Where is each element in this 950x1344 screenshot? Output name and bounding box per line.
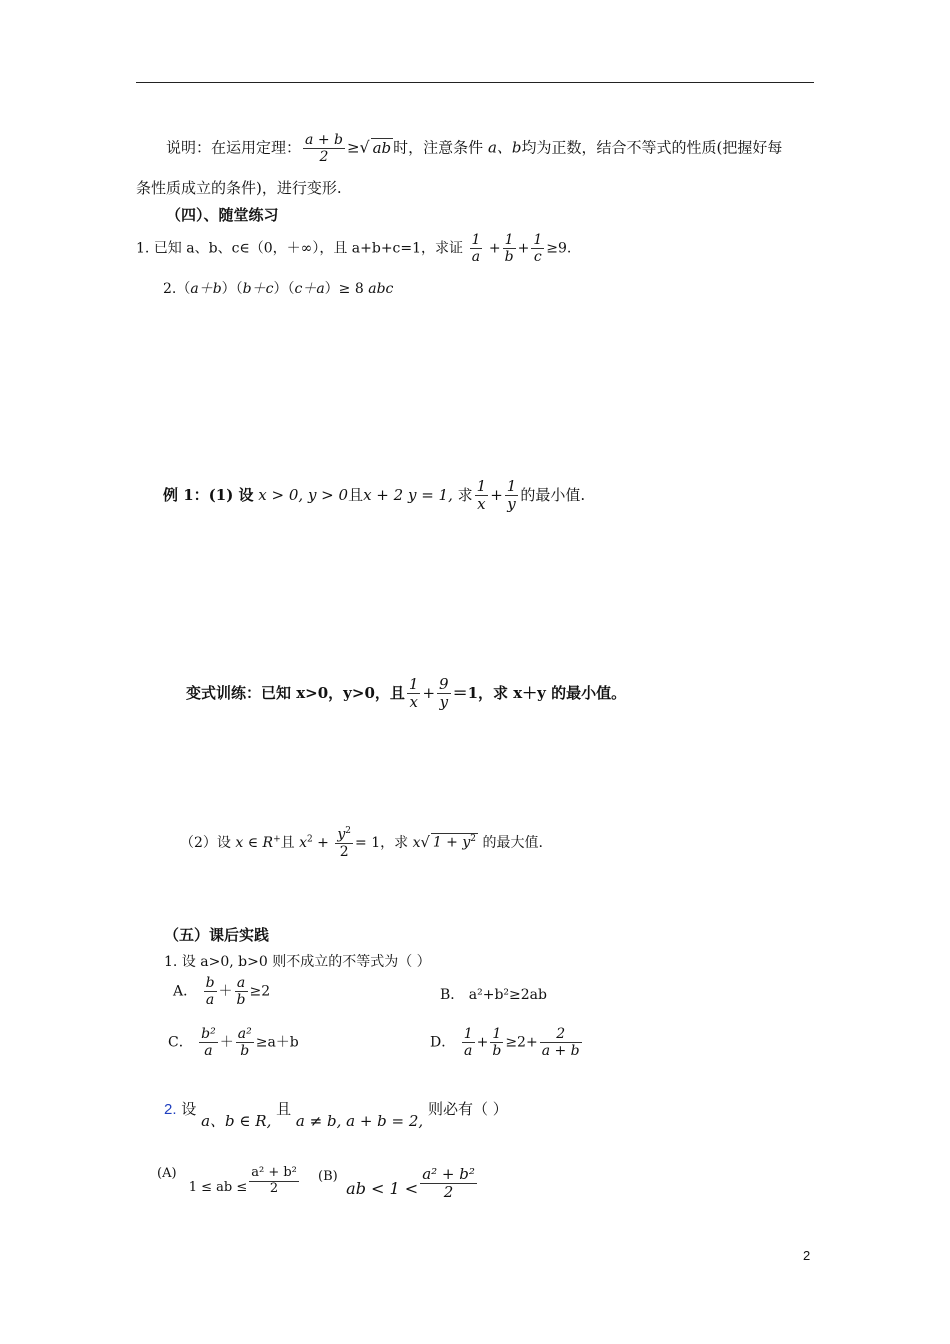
example1-line (163, 478, 585, 514)
section4-q1 (136, 232, 571, 265)
q2-a2: b＋c (242, 281, 274, 297)
option-c-frac-1 (199, 1026, 218, 1059)
oc-f1n: b² (201, 1026, 216, 1042)
part2-set: x ∈ R (235, 834, 274, 851)
q2-option-b-lhs: ab < 1 < (346, 1178, 419, 1198)
var-f2n: 9 (439, 675, 449, 693)
part2-tail: 的最大值. (482, 834, 543, 851)
q5-2-tail: 则必有（ ） (427, 1100, 508, 1118)
option-c-frac-2 (236, 1026, 254, 1059)
part2-fn: y (337, 826, 346, 843)
part2-x: x (299, 834, 307, 851)
variant-tail: ＝1，求 x＋y 的最小值。 (452, 683, 627, 702)
od-f3d: a + b (541, 1043, 580, 1060)
example1-eq: x + 2 y = 1, (363, 485, 453, 504)
part2-fn-sup: 2 (345, 826, 352, 836)
q2-p2: ）（ (273, 281, 295, 297)
q2-oa-fd: 2 (269, 1180, 279, 1196)
oa-f2d: b (236, 992, 246, 1009)
var-f2d: y (439, 693, 449, 712)
example1-frac-2 (505, 478, 519, 514)
oa-f2n: a (235, 975, 248, 992)
variant-frac-1 (407, 676, 421, 712)
note-ge: ≥ (346, 138, 360, 157)
q5-2-num: 2. (164, 1101, 177, 1118)
od-f2d: b (492, 1043, 502, 1060)
q2-oa-fn: a² + b² (251, 1165, 297, 1180)
note-suffix: 均为正数，结合不等式的性质(把握好每 (521, 138, 783, 157)
section4-q2 (163, 278, 393, 298)
note-mid: 时，注意条件 (393, 138, 484, 157)
example1-label: 例 1：(1) 设 (163, 485, 254, 504)
ex1-f2d: y (507, 495, 516, 514)
od-f1n: 1 (463, 1026, 473, 1042)
note-frac-num: a + b (305, 132, 343, 148)
sqrt-icon: √ (420, 833, 430, 851)
q2-option-a-frac (249, 1166, 299, 1197)
q2-prefix: 2.（ (163, 281, 191, 297)
oc-f2n: a² (237, 1026, 252, 1042)
q2-option-a-lhs: 1 ≤ ab ≤ (188, 1179, 248, 1195)
option-a-tail: ≥2 (249, 983, 271, 1000)
q5-2-she: 设 (181, 1100, 197, 1118)
q2-ob-fn: a² + b² (422, 1165, 475, 1183)
part2-xv: x (412, 834, 421, 851)
option-a-frac-1 (204, 975, 217, 1008)
variant-plus: + (422, 683, 436, 702)
part2-qie: 且 (280, 834, 295, 851)
q1-frac-1 (470, 232, 483, 265)
q1-f3n: 1 (533, 232, 543, 248)
section5-q2 (164, 1098, 508, 1130)
q2-a1: a＋b (190, 281, 222, 297)
q2-option-a-label: (A) (157, 1165, 177, 1181)
option-c-plus: ＋ (219, 1034, 234, 1051)
option-b-text: a²+b²≥2ab (468, 987, 547, 1003)
q1-plus-2: + (517, 240, 530, 257)
q2-p1: ）（ (221, 281, 243, 297)
q2-option-b-label: (B) (318, 1168, 338, 1184)
q2-option-a (157, 1158, 301, 1196)
option-d-frac-3 (540, 1026, 582, 1059)
option-d (430, 1026, 584, 1059)
q2-a3: c＋a (294, 281, 325, 297)
note-prefix: 说明：在运用定理： (166, 138, 302, 157)
q2-option-b-frac (420, 1166, 477, 1202)
od-f1d: a (463, 1043, 473, 1060)
note-line-2: 条性质成立的条件)，进行变形. (136, 179, 342, 197)
part2-sqrt-sup: 2 (470, 834, 477, 845)
var-f1n: 1 (408, 675, 419, 693)
q5-2-qie: 且 (276, 1100, 292, 1118)
option-d-frac-2 (490, 1026, 503, 1059)
variant-line (186, 676, 626, 712)
section5-heading: （五）课后实践 (164, 926, 270, 944)
option-d-plus: + (476, 1034, 489, 1051)
part2-x-sup: 2 (306, 834, 313, 845)
option-a-frac-2 (235, 975, 248, 1008)
note-line-1 (166, 132, 782, 165)
option-a-label: A． (173, 983, 198, 1000)
q2-ob-fd: 2 (443, 1183, 454, 1202)
part2-sqrt-body: 1 + y (432, 834, 471, 851)
variant-prefix: 变式训练：已知 x>0，y>0，且 (186, 683, 405, 702)
q5-2-cond: a ≠ b, a + b = 2, (295, 1112, 424, 1130)
note-frac-den: 2 (319, 149, 329, 166)
header-rule (136, 82, 814, 83)
section4-heading: （四）、随堂练习 (166, 206, 279, 224)
sqrt-icon: √ (359, 137, 370, 157)
oa-f1d: a (205, 992, 215, 1009)
option-b-label: B． (440, 987, 465, 1003)
var-f1d: x (409, 693, 418, 712)
example1-qiu: 求 (457, 485, 473, 504)
q2-a4: abc (368, 281, 394, 297)
oc-f2d: b (240, 1043, 250, 1060)
q1-f3d: c (533, 249, 542, 266)
part2-eq: = 1 (355, 834, 381, 851)
oa-f1n: b (205, 975, 215, 991)
q5-2-vars: a、b ∈ R, (201, 1112, 272, 1130)
q1-f1d: a (471, 249, 481, 266)
ex1-f1n: 1 (476, 477, 487, 495)
option-d-frac-1 (462, 1026, 475, 1059)
page-number: 2 (803, 1248, 811, 1263)
example1-frac-1 (475, 478, 489, 514)
q1-tail: ≥9. (546, 240, 572, 257)
option-d-label: D． (430, 1034, 456, 1051)
example1-plus: + (490, 485, 503, 504)
q1-f2d: b (504, 249, 514, 266)
option-d-mid: ≥2+ (505, 1034, 538, 1051)
example1-qie: 且 (348, 485, 364, 504)
option-c-label: C． (168, 1034, 193, 1051)
ex1-f2n: 1 (506, 477, 517, 495)
part2-plus: + (317, 834, 329, 851)
option-c (168, 1026, 299, 1059)
od-f3n: 2 (540, 1026, 582, 1043)
option-a (173, 975, 270, 1008)
part2-fd: 2 (339, 843, 349, 860)
q1-f1n: 1 (471, 232, 481, 248)
option-b (440, 984, 547, 1004)
part2-comma: ，求 (380, 834, 409, 851)
part2-frac (335, 826, 353, 860)
q1-f2n: 1 (503, 232, 516, 249)
q1-text: 1. 已知 a、b、c∈（0，＋∞），且 a+b+c=1，求证 (136, 240, 464, 257)
option-c-tail: ≥a＋b (255, 1034, 299, 1051)
oc-f1d: a (204, 1043, 213, 1060)
note-sqrt-body: ab (372, 138, 392, 157)
part2-prefix: （2）设 (180, 834, 231, 851)
q2-option-b (318, 1158, 479, 1202)
q1-frac-3 (531, 232, 544, 265)
ex1-f1d: x (477, 495, 486, 514)
variant-frac-2 (437, 676, 451, 712)
q1-plus-1: + (488, 240, 501, 257)
note-vars: a、b (487, 138, 522, 157)
part2-line (180, 826, 543, 860)
example1-cond: x > 0, y > 0 (258, 485, 349, 504)
note-fraction (303, 132, 345, 165)
example1-tail: 的最小值. (520, 485, 586, 504)
q2-p3: ）≥ 8 (324, 281, 369, 297)
section5-q1: 1. 设 a>0, b>0 则不成立的不等式为（ ） (164, 954, 431, 970)
q1-frac-2 (503, 232, 516, 265)
option-a-plus: ＋ (218, 983, 233, 1000)
od-f2n: 1 (490, 1026, 503, 1043)
part2-sup: + (273, 834, 281, 845)
